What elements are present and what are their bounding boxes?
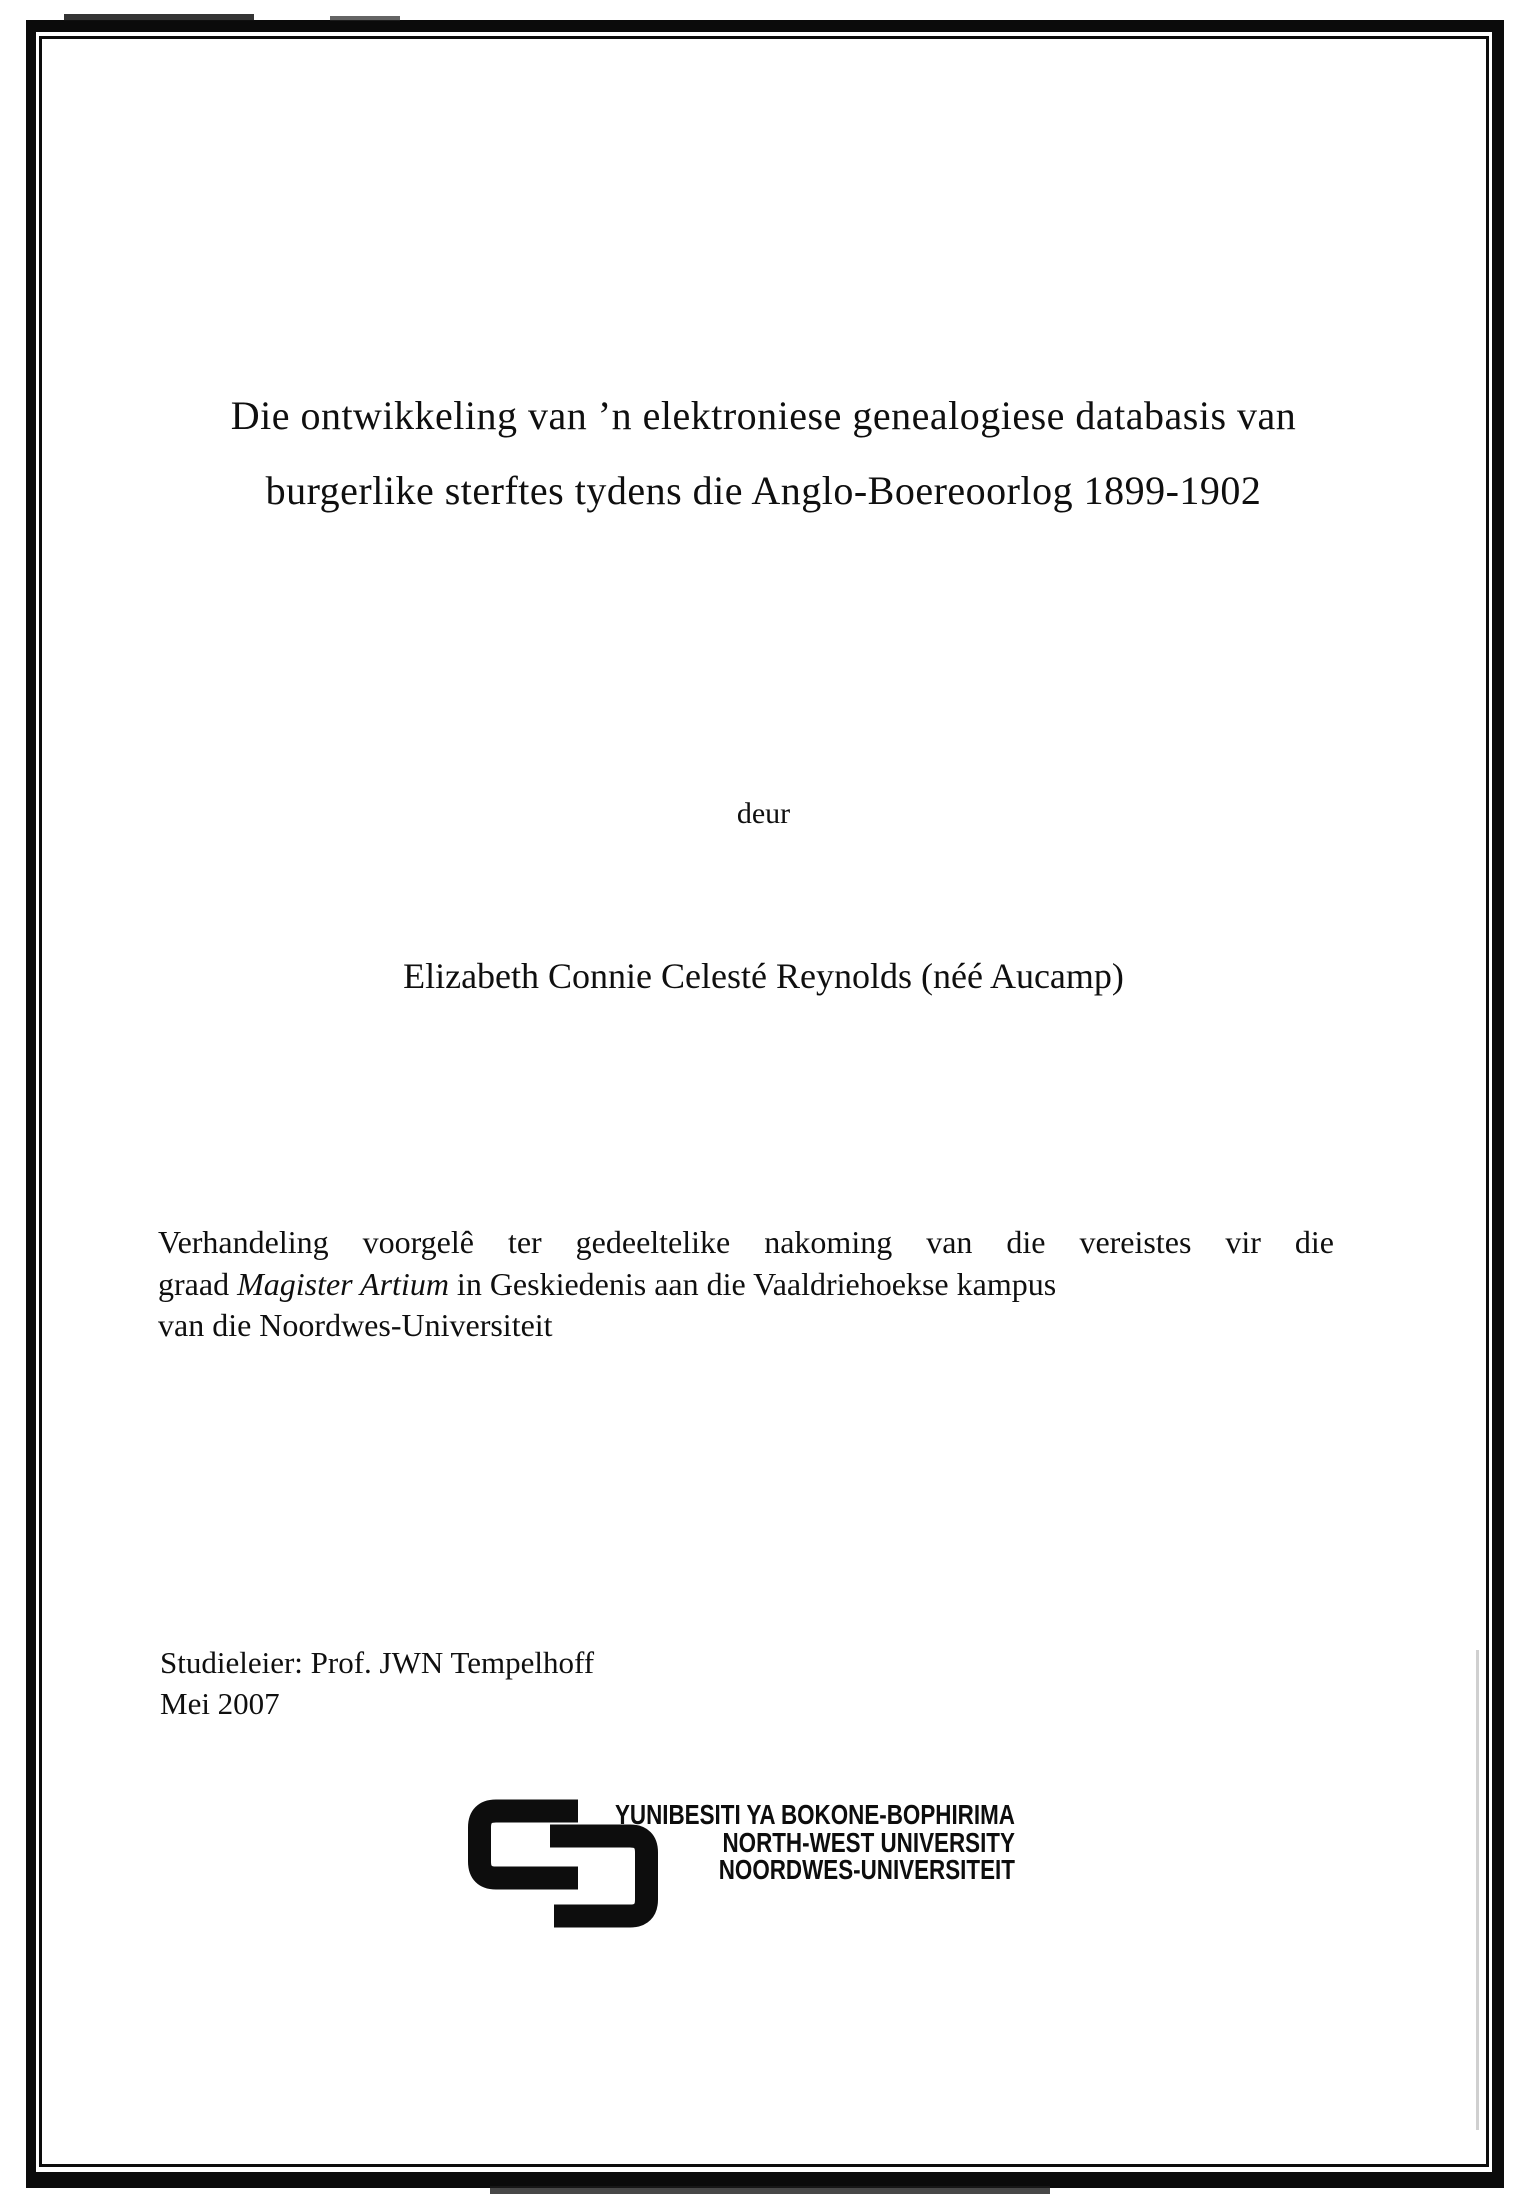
author-name: Elizabeth Connie Celesté Reynolds (néé Aucamp) bbox=[403, 956, 1124, 996]
scan-artifact bbox=[330, 16, 400, 21]
degree-description-line3: van die Noordwes-Universiteit bbox=[158, 1307, 553, 1343]
degree-description-line1: Verhandeling voorgelê ter gedeeltelike nakoming van die vereistes vir die bbox=[158, 1224, 1334, 1260]
degree-description-line2-pre: graad bbox=[158, 1265, 238, 1302]
supervisor-line: Studieleier: Prof. JWN Tempelhoff bbox=[160, 1645, 595, 1680]
university-name-setswana: YUNIBESITI YA BOKONE-BOPHIRIMA bbox=[615, 1799, 1015, 1830]
degree-description-line2 bbox=[158, 1264, 1334, 1306]
byline-deur: deur bbox=[736, 797, 791, 830]
supervisor-block bbox=[160, 1642, 594, 1724]
date-line: Mei 2007 bbox=[160, 1686, 280, 1721]
degree-description bbox=[158, 1222, 1334, 1347]
degree-description-line2-post: in Geskiedenis aan die Vaaldriehoekse kampus bbox=[448, 1265, 1057, 1302]
scan-artifact bbox=[490, 2186, 1050, 2194]
thesis-title-line1: Die ontwikkeling van ’n elektroniese genealogiese databasis van bbox=[230, 393, 1297, 438]
university-name-afrikaans: NOORDWES-UNIVERSITEIT bbox=[718, 1854, 1015, 1885]
university-name-english: NORTH-WEST UNIVERSITY bbox=[722, 1826, 1015, 1858]
scan-artifact bbox=[64, 14, 254, 21]
university-name-block bbox=[615, 1801, 1015, 1884]
thesis-title bbox=[0, 378, 1527, 528]
degree-name: Magister Artium bbox=[237, 1265, 449, 1302]
scan-artifact bbox=[1476, 1650, 1479, 2130]
thesis-title-line2: burgerlike sterftes tydens die Anglo-Boereoorlog 1899-1902 bbox=[265, 468, 1262, 513]
